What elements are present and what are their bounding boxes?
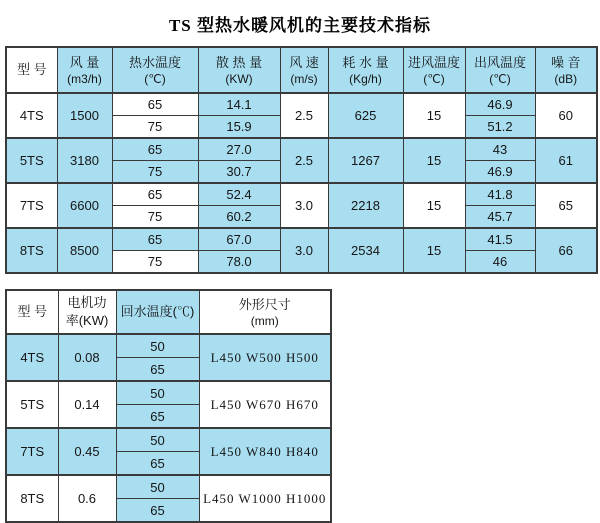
table-row-4ts (6, 93, 597, 116)
header-wind-speed: 风 速 (m/s) (280, 47, 328, 93)
main-table-header-row (6, 47, 597, 93)
table-row-5ts (6, 138, 597, 161)
cell-return-temp-2: 65 (116, 358, 199, 382)
cell-wind-speed: 2.5 (280, 138, 328, 183)
cell-model: 7TS (6, 428, 58, 475)
main-spec-table (5, 46, 598, 274)
cell-air-volume: 6600 (57, 183, 112, 228)
cell-water-temp-1: 65 (112, 93, 198, 116)
cell-outlet-temp-2: 45.7 (465, 206, 535, 229)
table-row-4ts (6, 334, 331, 358)
cell-noise: 60 (535, 93, 597, 138)
cell-dimensions: L450 W500 H500 (199, 334, 331, 381)
cell-heat-output-2: 30.7 (198, 161, 280, 184)
cell-inlet-temp: 15 (403, 183, 465, 228)
cell-outlet-temp-2: 46.9 (465, 161, 535, 184)
cell-model: 7TS (6, 183, 57, 228)
cell-air-volume: 1500 (57, 93, 112, 138)
header-water-consumption: 耗 水 量 (Kg/h) (328, 47, 403, 93)
cell-model: 8TS (6, 475, 58, 522)
table-row-7ts (6, 428, 331, 452)
cell-heat-output-1: 27.0 (198, 138, 280, 161)
cell-air-volume: 8500 (57, 228, 112, 273)
cell-motor-power: 0.45 (58, 428, 116, 475)
cell-outlet-temp-1: 41.8 (465, 183, 535, 206)
cell-water-consumption: 2218 (328, 183, 403, 228)
cell-air-volume: 3180 (57, 138, 112, 183)
header-water-temp: 热水温度 (℃) (112, 47, 198, 93)
cell-dimensions: L450 W1000 H1000 (199, 475, 331, 522)
cell-inlet-temp: 15 (403, 138, 465, 183)
cell-outlet-temp-1: 43 (465, 138, 535, 161)
header-dimensions: 外形尺寸 (mm) (199, 290, 331, 334)
secondary-table-header-row (6, 290, 331, 334)
table-row-8ts (6, 228, 597, 251)
cell-model: 4TS (6, 93, 57, 138)
cell-model: 5TS (6, 381, 58, 428)
cell-water-consumption: 1267 (328, 138, 403, 183)
cell-model: 4TS (6, 334, 58, 381)
cell-heat-output-1: 67.0 (198, 228, 280, 251)
cell-wind-speed: 3.0 (280, 228, 328, 273)
cell-water-consumption: 625 (328, 93, 403, 138)
cell-return-temp-1: 50 (116, 428, 199, 452)
cell-outlet-temp-1: 41.5 (465, 228, 535, 251)
cell-model: 5TS (6, 138, 57, 183)
cell-outlet-temp-2: 51.2 (465, 116, 535, 139)
cell-water-temp-2: 75 (112, 206, 198, 229)
cell-motor-power: 0.08 (58, 334, 116, 381)
cell-return-temp-1: 50 (116, 475, 199, 499)
cell-noise: 61 (535, 138, 597, 183)
cell-dimensions: L450 W670 H670 (199, 381, 331, 428)
header-model: 型 号 (6, 290, 58, 334)
header-motor-power: 电机功 率(KW) (58, 290, 116, 334)
cell-dimensions: L450 W840 H840 (199, 428, 331, 475)
header-inlet-temp: 进风温度 (℃) (403, 47, 465, 93)
cell-water-temp-2: 75 (112, 161, 198, 184)
cell-return-temp-2: 65 (116, 499, 199, 523)
cell-inlet-temp: 15 (403, 228, 465, 273)
cell-return-temp-2: 65 (116, 452, 199, 476)
cell-wind-speed: 3.0 (280, 183, 328, 228)
cell-return-temp-1: 50 (116, 381, 199, 405)
header-air-volume: 风 量 (m3/h) (57, 47, 112, 93)
cell-noise: 66 (535, 228, 597, 273)
header-outlet-temp: 出风温度 (℃) (465, 47, 535, 93)
cell-noise: 65 (535, 183, 597, 228)
header-heat-output: 散 热 量 (KW) (198, 47, 280, 93)
page-title: TS 型热水暖风机的主要技术指标 (168, 16, 432, 35)
cell-water-temp-2: 75 (112, 116, 198, 139)
cell-water-consumption: 2534 (328, 228, 403, 273)
table-row-8ts (6, 475, 331, 499)
secondary-spec-table (5, 289, 332, 523)
cell-outlet-temp-2: 46 (465, 251, 535, 274)
cell-heat-output-1: 52.4 (198, 183, 280, 206)
cell-inlet-temp: 15 (403, 93, 465, 138)
cell-water-temp-1: 65 (112, 183, 198, 206)
cell-water-temp-1: 65 (112, 138, 198, 161)
table-row-5ts (6, 381, 331, 405)
cell-model: 8TS (6, 228, 57, 273)
header-model: 型 号 (6, 47, 57, 93)
cell-outlet-temp-1: 46.9 (465, 93, 535, 116)
cell-heat-output-2: 60.2 (198, 206, 280, 229)
header-noise: 噪 音 (dB) (535, 47, 597, 93)
cell-wind-speed: 2.5 (280, 93, 328, 138)
cell-water-temp-1: 65 (112, 228, 198, 251)
cell-heat-output-1: 14.1 (198, 93, 280, 116)
cell-return-temp-2: 65 (116, 405, 199, 429)
cell-water-temp-2: 75 (112, 251, 198, 274)
table-row-7ts (6, 183, 597, 206)
cell-motor-power: 0.14 (58, 381, 116, 428)
cell-heat-output-2: 78.0 (198, 251, 280, 274)
cell-motor-power: 0.6 (58, 475, 116, 522)
cell-heat-output-2: 15.9 (198, 116, 280, 139)
cell-return-temp-1: 50 (116, 334, 199, 358)
header-return-temp: 回水温度(℃) (116, 290, 199, 334)
